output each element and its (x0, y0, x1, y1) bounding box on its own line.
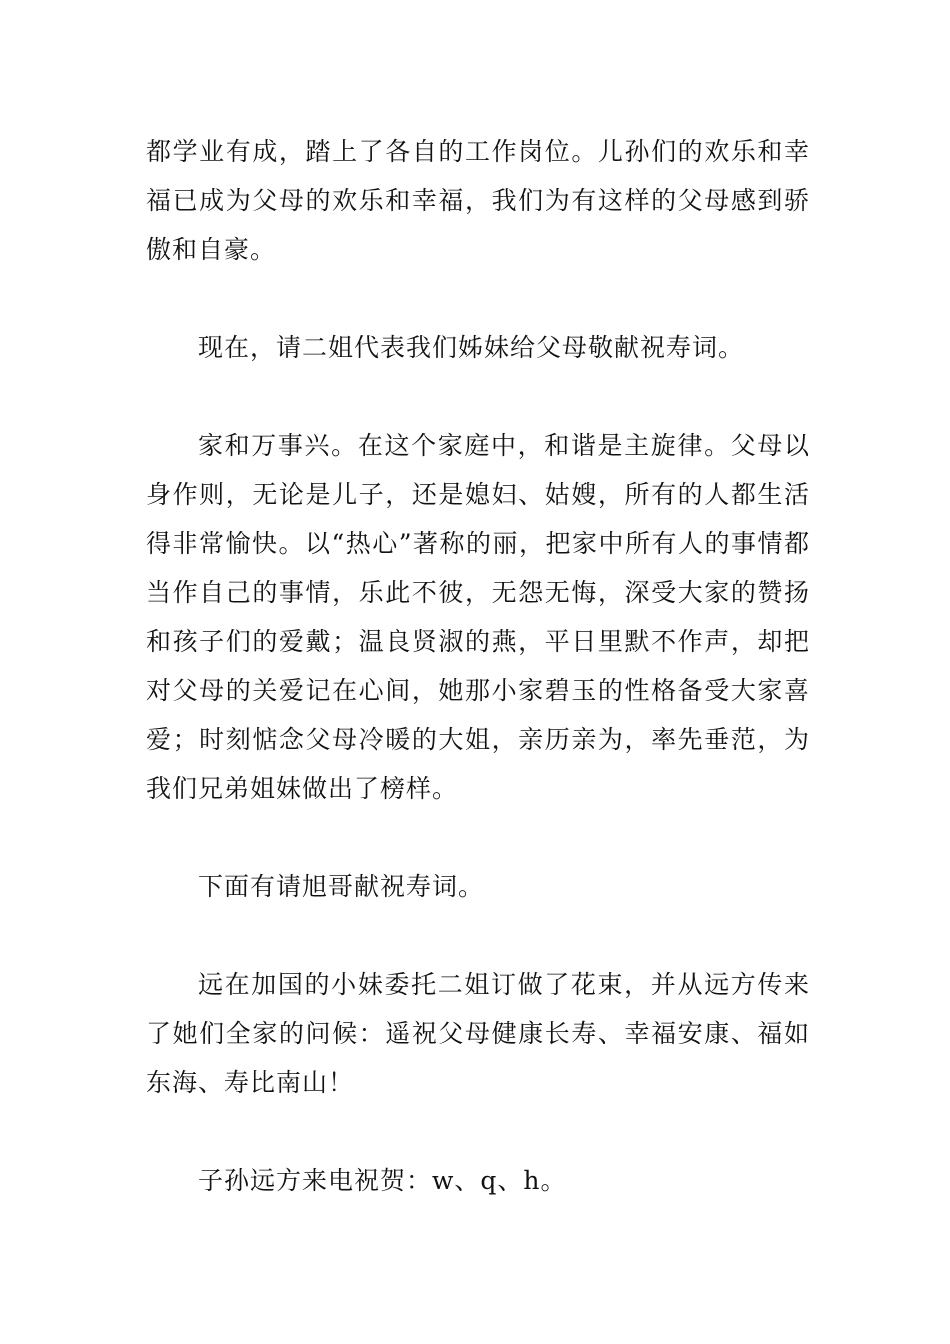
paragraph-overseas-greetings: 远在加国的小妹委托二姐订做了花束，并从远方传来了她们全家的问候：遥祝父母健康长寿、幸福安康、福如东海、寿比南山！ (146, 970, 810, 1097)
paragraph-invite-second-sister: 现在，请二姐代表我们姊妹给父母敬献祝寿词。 (198, 333, 745, 362)
paragraph-invite-brother: 下面有请旭哥献祝寿词。 (198, 872, 485, 901)
document-body (146, 127, 810, 1205)
paragraph-continuation: 都学业有成，踏上了各自的工作岗位。儿孙们的欢乐和幸福已成为父母的欢乐和幸福，我们为有这样的父母感到骄傲和自豪。 (146, 137, 810, 264)
paragraph-family-harmony: 家和万事兴。在这个家庭中，和谐是主旋律。父母以身作则，无论是儿子，还是媳妇、姑嫂，所有的人都生活得非常愉快。以“热心”著称的丽，把家中所有人的事情都当作自己的事情，乐此不彼，无怨无悔，深受大家的赞扬和孩子们的爱戴；温良贤淑的燕，平日里默不作声，却把对父母的关爱记在心间，她那小家碧玉的性格备受大家喜爱；时刻惦念父母冷暖的大姐，亲历亲为，率先垂范，为我们兄弟姐妹做出了榜样。 (146, 431, 810, 803)
paragraph-phone-congratulations: 子孙远方来电祝贺：w、q、h。 (198, 1166, 567, 1195)
